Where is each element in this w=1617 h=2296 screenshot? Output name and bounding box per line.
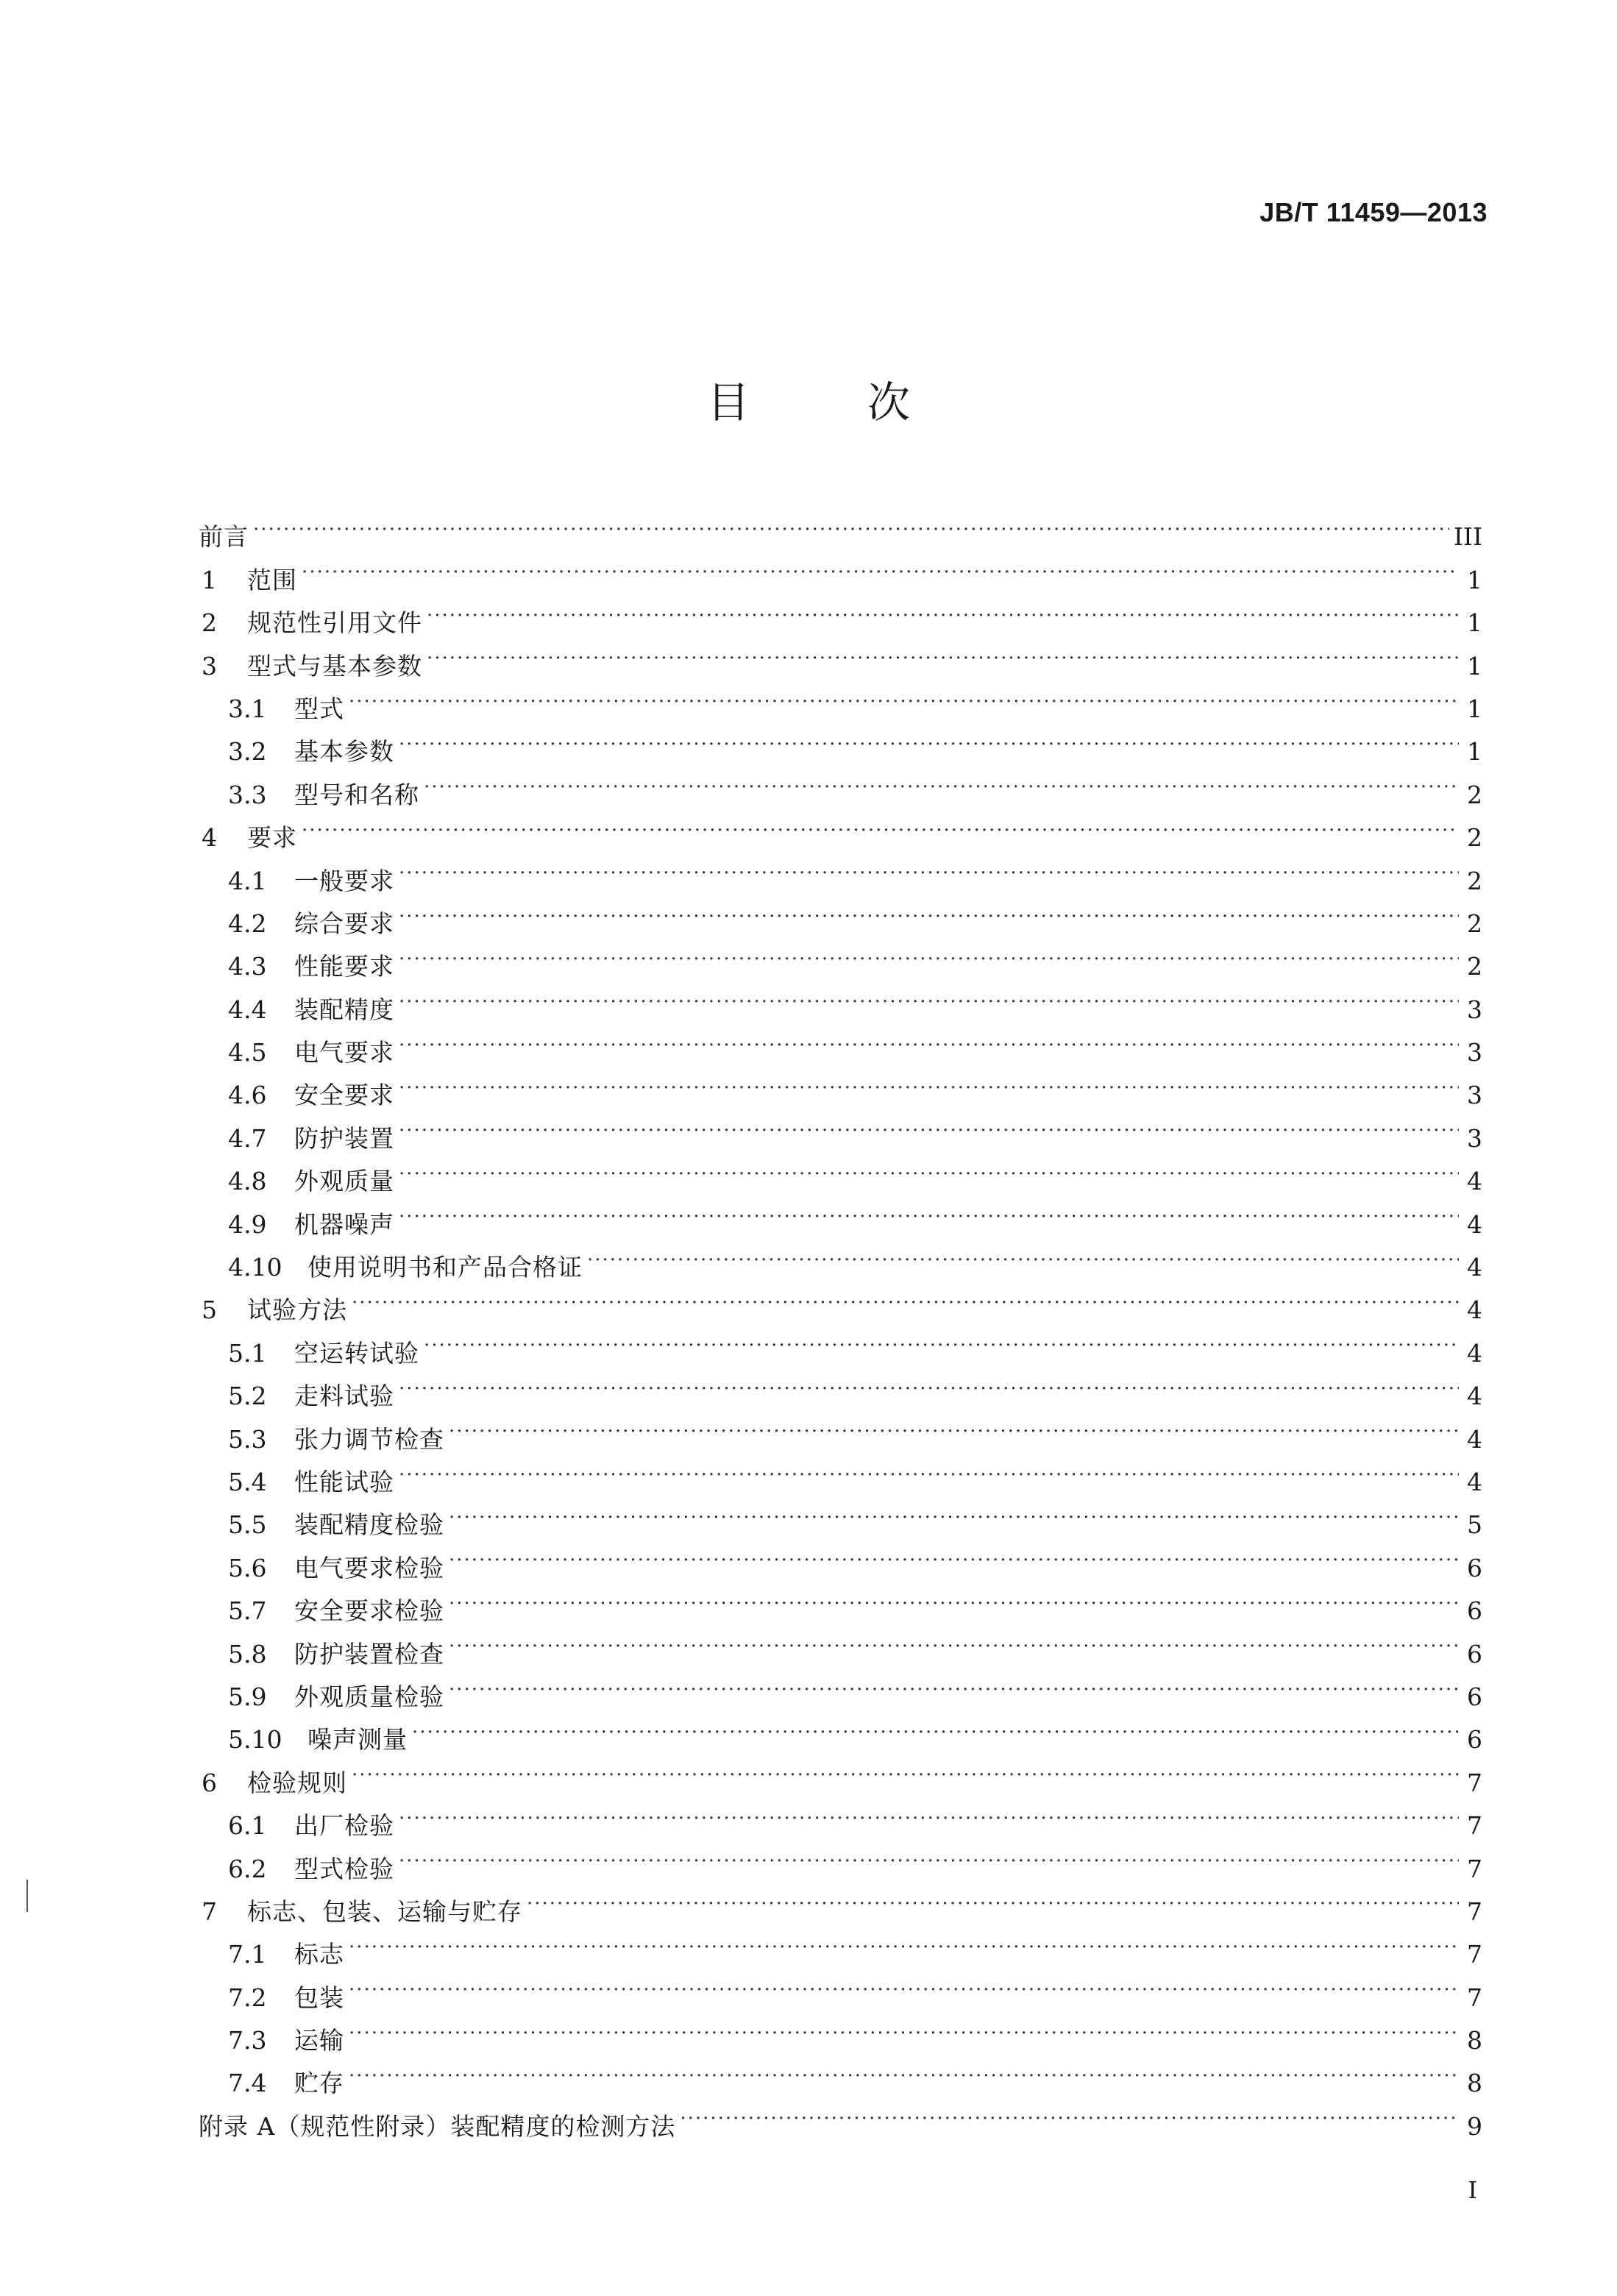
- toc-entry-number: 3.2: [228, 737, 267, 767]
- page-title: 目次: [706, 377, 1028, 427]
- toc-entry-page: 6: [1467, 1596, 1482, 1626]
- toc-entry-page: 2: [1467, 780, 1482, 809]
- toc-entry-title: 试验方法: [247, 1296, 347, 1325]
- toc-entry-number: 6.1: [228, 1811, 267, 1841]
- toc-leader-dots: [449, 1577, 1459, 1619]
- toc-entry-number: 2: [202, 608, 217, 638]
- toc-entry-title: 规范性引用文件: [247, 608, 422, 638]
- toc-leader-dots: [399, 846, 1459, 889]
- toc-entry-page: 7: [1467, 1854, 1482, 1883]
- toc-entry-number: 7: [202, 1897, 217, 1926]
- toc-entry-page: 1: [1467, 694, 1482, 723]
- toc-entry-title: 前言: [199, 522, 249, 552]
- toc-entry[interactable]: [199, 1920, 1482, 1969]
- toc-entry-title: 装配精度: [294, 995, 394, 1024]
- toc-leader-dots: [399, 1791, 1459, 1834]
- toc-entry[interactable]: [199, 803, 1482, 853]
- toc-entry-page: 3: [1467, 1081, 1482, 1110]
- toc-entry-number: 5.7: [228, 1596, 267, 1626]
- toc-entry-number: 5.1: [228, 1338, 267, 1368]
- toc-leader-dots: [527, 1877, 1459, 1920]
- toc-entry-title: 防护装置: [294, 1123, 394, 1153]
- toc-entry-title: 电气要求检验: [294, 1553, 444, 1582]
- toc-entry-page: 4: [1467, 1467, 1482, 1496]
- toc-leader-dots: [424, 760, 1459, 803]
- toc-entry-title: 运输: [294, 2026, 344, 2055]
- toc-entry-number: 4.8: [228, 1167, 267, 1196]
- toc-entry-number: 7.4: [228, 2069, 267, 2098]
- toc-entry-number: 3.1: [228, 694, 267, 723]
- toc-entry[interactable]: [199, 846, 1482, 895]
- toc-entry-title: 标志: [294, 1940, 344, 1969]
- toc-entry-page: III: [1453, 522, 1482, 552]
- toc-leader-dots: [399, 1103, 1459, 1146]
- toc-entry-title: 使用说明书和产品合格证: [308, 1253, 583, 1282]
- toc-leader-dots: [412, 1705, 1459, 1748]
- toc-leader-dots: [302, 545, 1459, 588]
- toc-entry-page: 4: [1467, 1424, 1482, 1454]
- toc-entry-page: 7: [1467, 1983, 1482, 2012]
- toc-leader-dots: [399, 717, 1459, 760]
- toc-entry-number: 5.4: [228, 1467, 267, 1496]
- toc-entry-page: 2: [1467, 909, 1482, 938]
- toc-entry-page: 7: [1467, 1811, 1482, 1841]
- toc-entry-number: 5.3: [228, 1424, 267, 1454]
- toc-entry[interactable]: [199, 1318, 1482, 1368]
- toc-entry-page: 1: [1467, 651, 1482, 680]
- toc-entry-title: 安全要求检验: [294, 1596, 444, 1626]
- toc-leader-dots: [427, 631, 1459, 674]
- toc-entry[interactable]: [199, 717, 1482, 767]
- toc-entry-page: 2: [1467, 952, 1482, 981]
- toc-leader-dots: [253, 502, 1449, 545]
- toc-entry-page: 8: [1467, 2069, 1482, 2098]
- toc-entry-page: 7: [1467, 1768, 1482, 1797]
- toc-leader-dots: [427, 589, 1459, 631]
- toc-entry-page: 5: [1467, 1510, 1482, 1540]
- toc-leader-dots: [352, 1276, 1459, 1318]
- toc-leader-dots: [399, 1018, 1459, 1061]
- toc-entry-title: 贮存: [294, 2069, 344, 2098]
- toc-entry-title: 型式: [294, 694, 344, 723]
- toc-entry-page: 4: [1467, 1209, 1482, 1239]
- toc-entry-title: 型式与基本参数: [247, 651, 422, 680]
- margin-mark: [26, 1880, 28, 1912]
- toc-entry-number: 5.2: [228, 1382, 267, 1411]
- toc-entry-page: 6: [1467, 1639, 1482, 1668]
- toc-entry-number: 5.5: [228, 1510, 267, 1540]
- toc-entry-title: 外观质量检验: [294, 1682, 444, 1711]
- toc-entry-title: 一般要求: [294, 866, 394, 895]
- toc-entry-title: 附录 A（规范性附录）装配精度的检测方法: [199, 2111, 676, 2141]
- toc-entry-page: 4: [1467, 1296, 1482, 1325]
- toc-entry[interactable]: [199, 675, 1482, 723]
- toc-entry-page: 3: [1467, 1038, 1482, 1067]
- toc-leader-dots: [349, 675, 1459, 717]
- toc-leader-dots: [399, 1448, 1459, 1490]
- toc-entry-title: 电气要求: [294, 1038, 394, 1067]
- toc-entry-number: 4.5: [228, 1038, 267, 1067]
- toc-entry-title: 基本参数: [294, 737, 394, 767]
- toc-entry-title: 性能试验: [294, 1467, 394, 1496]
- toc-entry-title: 安全要求: [294, 1081, 394, 1110]
- toc-entry[interactable]: [199, 502, 1482, 552]
- toc-entry[interactable]: [199, 1276, 1482, 1325]
- toc-entry-title: 范围: [247, 565, 297, 594]
- toc-leader-dots: [349, 2049, 1459, 2091]
- toc-leader-dots: [302, 803, 1459, 846]
- toc-entry-number: 7.2: [228, 1983, 267, 2012]
- toc-entry-page: 1: [1467, 565, 1482, 594]
- toc-entry-title: 机器噪声: [294, 1209, 394, 1239]
- toc-entry-title: 型式检验: [294, 1854, 394, 1883]
- toc-entry-page: 6: [1467, 1553, 1482, 1582]
- toc-entry-number: 4.3: [228, 952, 267, 981]
- toc-leader-dots: [349, 1963, 1459, 2005]
- toc-entry-number: 4.7: [228, 1123, 267, 1153]
- toc-leader-dots: [399, 975, 1459, 1017]
- toc-entry-number: 6.2: [228, 1854, 267, 1883]
- toc-entry-title: 要求: [247, 823, 297, 853]
- toc-entry[interactable]: [199, 2006, 1482, 2055]
- toc-leader-dots: [449, 1619, 1459, 1662]
- toc-entry-number: 7.1: [228, 1940, 267, 1969]
- toc-entry-number: 4.1: [228, 866, 267, 895]
- toc-entry-title: 外观质量: [294, 1167, 394, 1196]
- toc-entry-page: 7: [1467, 1897, 1482, 1926]
- toc-leader-dots: [399, 1061, 1459, 1103]
- toc-entry-number: 4.2: [228, 909, 267, 938]
- toc-leader-dots: [424, 1318, 1459, 1361]
- toc-entry-title: 张力调节检查: [294, 1424, 444, 1454]
- toc-entry-title: 防护装置检查: [294, 1639, 444, 1668]
- toc-entry-number: 4.10: [228, 1253, 282, 1282]
- toc-entry-page: 4: [1467, 1382, 1482, 1411]
- toc-entry-number: 5.10: [228, 1725, 282, 1755]
- toc-leader-dots: [399, 932, 1459, 975]
- toc-entry-page: 1: [1467, 608, 1482, 638]
- toc-entry-number: 1: [202, 565, 217, 594]
- toc-entry[interactable]: [199, 589, 1482, 638]
- toc-leader-dots: [399, 1147, 1459, 1190]
- toc-entry[interactable]: [199, 1748, 1482, 1797]
- toc-entry[interactable]: [199, 1963, 1482, 2012]
- toc-leader-dots: [349, 1920, 1459, 1963]
- toc-entry[interactable]: [199, 2049, 1482, 2098]
- toc-entry-page: 6: [1467, 1682, 1482, 1711]
- toc-entry-page: 4: [1467, 1253, 1482, 1282]
- toc-entry-page: 3: [1467, 995, 1482, 1024]
- toc-entry-number: 5: [202, 1296, 217, 1325]
- toc-leader-dots: [680, 2091, 1459, 2134]
- toc-entry-page: 2: [1467, 823, 1482, 853]
- toc-entry-page: 3: [1467, 1123, 1482, 1153]
- toc-entry-title: 检验规则: [247, 1768, 347, 1797]
- toc-leader-dots: [449, 1663, 1459, 1705]
- toc-entry-title: 出厂检验: [294, 1811, 394, 1841]
- toc-leader-dots: [399, 1834, 1459, 1877]
- toc-entry-title: 型号和名称: [294, 780, 419, 809]
- toc-entry-number: 3.3: [228, 780, 267, 809]
- toc-entry-number: 4.4: [228, 995, 267, 1024]
- toc-entry-title: 包装: [294, 1983, 344, 2012]
- toc-entry-page: 6: [1467, 1725, 1482, 1755]
- toc-leader-dots: [399, 1190, 1459, 1232]
- toc-entry-number: 5.8: [228, 1639, 267, 1668]
- toc-leader-dots: [449, 1533, 1459, 1576]
- toc-entry-number: 7.3: [228, 2026, 267, 2055]
- toc-entry-number: 4.9: [228, 1209, 267, 1239]
- toc-entry-title: 装配精度检验: [294, 1510, 444, 1540]
- toc-entry-page: 7: [1467, 1940, 1482, 1969]
- toc-leader-dots: [449, 1404, 1459, 1447]
- toc-entry[interactable]: [199, 2091, 1482, 2141]
- toc-entry-title: 走料试验: [294, 1382, 394, 1411]
- toc-leader-dots: [349, 2006, 1459, 2049]
- toc-entry-number: 5.9: [228, 1682, 267, 1711]
- toc-entry-number: 3: [202, 651, 217, 680]
- toc-entry-number: 5.6: [228, 1553, 267, 1582]
- toc-entry-number: 6: [202, 1768, 217, 1797]
- toc-entry-page: 2: [1467, 866, 1482, 895]
- toc-entry-number: 4: [202, 823, 217, 853]
- toc-entry[interactable]: [199, 1791, 1482, 1841]
- toc-entry-page: 9: [1467, 2111, 1482, 2141]
- table-of-contents: [199, 502, 1482, 2141]
- toc-leader-dots: [399, 1362, 1459, 1404]
- toc-leader-dots: [449, 1490, 1459, 1533]
- toc-entry-page: 4: [1467, 1338, 1482, 1368]
- toc-leader-dots: [352, 1748, 1459, 1791]
- standard-number: JB/T 11459—2013: [1259, 197, 1488, 227]
- toc-leader-dots: [587, 1233, 1459, 1276]
- toc-entry-title: 综合要求: [294, 909, 394, 938]
- toc-entry-page: 1: [1467, 737, 1482, 767]
- toc-entry-title: 噪声测量: [308, 1725, 408, 1755]
- page-number: I: [1468, 2176, 1477, 2204]
- toc-entry-number: 4.6: [228, 1081, 267, 1110]
- toc-entry-title: 性能要求: [294, 952, 394, 981]
- toc-entry-title: 空运转试验: [294, 1338, 419, 1368]
- toc-leader-dots: [399, 889, 1459, 932]
- toc-entry[interactable]: [199, 545, 1482, 594]
- toc-entry-title: 标志、包装、运输与贮存: [247, 1897, 522, 1926]
- toc-entry-page: 4: [1467, 1167, 1482, 1196]
- toc-entry-page: 8: [1467, 2026, 1482, 2055]
